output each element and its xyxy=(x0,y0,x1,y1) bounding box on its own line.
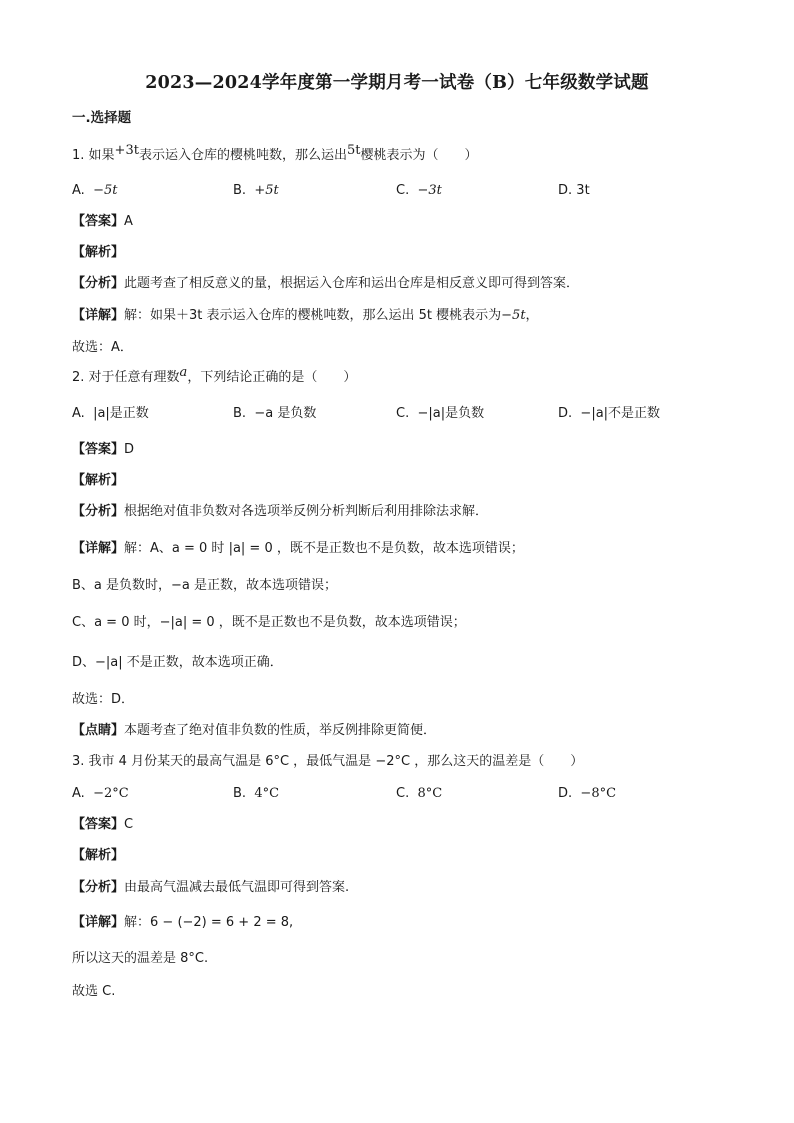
q2-xiangjie: 【详解】解：A、a = 0 时 |a| = 0 ，既不是正数也不是负数，故本选项错误； xyxy=(72,541,524,556)
q1-option-a: A. −5t xyxy=(72,183,118,198)
q2-answer: 【答案】D xyxy=(72,442,135,457)
q2-line-d: D、−|a| 不是正数，故本选项正确． xyxy=(72,655,283,670)
q2-option-c: C. −|a|是负数 xyxy=(396,406,485,421)
q1-option-c: C. −3t xyxy=(396,183,442,198)
q2-option-a: A. |a|是正数 xyxy=(72,406,149,421)
q3-xiangjie: 【详解】解：6 − (−2) = 6 + 2 = 8, xyxy=(72,915,294,930)
section-heading: 一.选择题 xyxy=(72,110,132,126)
q1-stem-text-c: 樱桃表示为（ ） xyxy=(360,148,478,163)
question-1-stem xyxy=(72,143,478,165)
question-3-stem: 3. 我市 4 月份某天的最高气温是 6°C ，最低气温是 −2°C ，那么这天的温差是（ ） xyxy=(72,754,584,769)
page-title: 2023—2024学年度第一学期月考一试卷（B）七年级数学试题 xyxy=(145,73,649,93)
q1-xiangjie: 【详解】解：如果＋3t 表示运入仓库的樱桃吨数，那么运出 5t 樱桃表示为−5t， xyxy=(72,308,539,323)
q1-stem-text-b: 表示运入仓库的樱桃吨数，那么运出 xyxy=(138,148,347,163)
q3-answer: 【答案】C xyxy=(72,817,134,832)
q2-line-b: B、a 是负数时，−a 是正数，故本选项错误； xyxy=(72,578,338,593)
q1-option-b: B. +5t xyxy=(233,183,279,198)
q1-stem-math-2: 5t xyxy=(346,143,361,158)
q3-option-a: A. −2°C xyxy=(72,786,129,801)
q2-analysis-heading: 【解析】 xyxy=(72,473,125,488)
q1-stem-math-1: +3t xyxy=(114,143,139,158)
question-2-stem: 2. 对于任意有理数a，下列结论正确的是（ ） xyxy=(72,365,357,385)
q2-conclusion: 故选：D． xyxy=(72,692,135,707)
q3-conclusion: 故选 C. xyxy=(72,984,116,999)
q3-option-c: C. 8°C xyxy=(396,786,443,801)
q1-conclusion: 故选：A． xyxy=(72,340,133,355)
q2-line-c: C、a = 0 时，−|a| = 0 ，既不是正数也不是负数，故本选项错误； xyxy=(72,615,466,630)
q2-dianjing: 【点睛】本题考查了绝对值非负数的性质，举反例排除更简便． xyxy=(72,723,437,738)
q1-analysis-heading: 【解析】 xyxy=(72,245,125,260)
q3-fenxi: 【分析】由最高气温减去最低气温即可得到答案. xyxy=(72,880,350,895)
q1-option-d: D. 3t xyxy=(558,183,590,198)
q3-analysis-heading: 【解析】 xyxy=(72,848,125,863)
q1-stem-text-a: 1. 如果 xyxy=(72,148,115,163)
q3-option-b: B. 4°C xyxy=(233,786,280,801)
q1-answer: 【答案】A xyxy=(72,214,133,229)
q1-fenxi: 【分析】此题考查了相反意义的量，根据运入仓库和运出仓库是相反意义即可得到答案． xyxy=(72,276,580,291)
q2-option-b: B. −a 是负数 xyxy=(233,406,317,421)
q3-option-d: D. −8°C xyxy=(558,786,617,801)
q2-fenxi: 【分析】根据绝对值非负数对各选项举反例分析判断后利用排除法求解． xyxy=(72,504,489,519)
q2-option-d: D. −|a|不是正数 xyxy=(558,406,661,421)
q3-line-2: 所以这天的温差是 8°C. xyxy=(72,951,209,966)
